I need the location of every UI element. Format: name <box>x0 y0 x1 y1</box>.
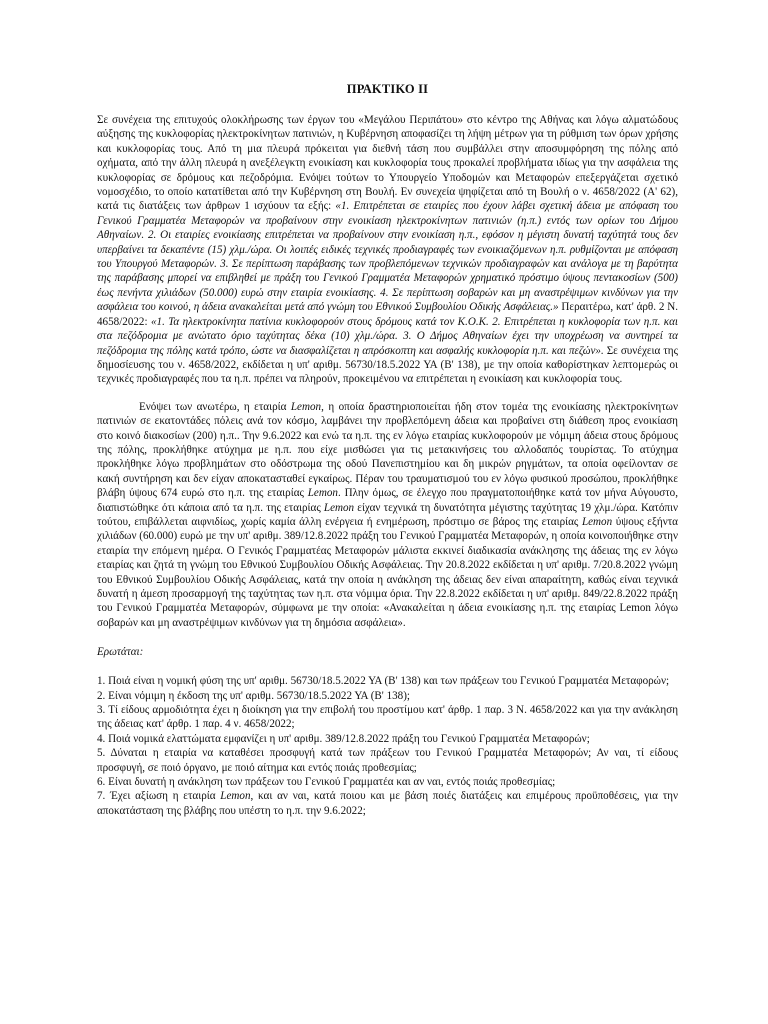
text-run: Ενόψει των ανωτέρω, η εταιρία <box>139 400 291 413</box>
question-item <box>97 746 678 775</box>
italic-text-run: «1. Επιτρέπεται σε εταιρίες που έχουν λάβει σχετική άδεια με απόφαση του Γενικού Γραμματέα Μεταφορών να προβαίνουν στην ενοικίαση ηλεκτροκίνητων πατινιών (η.π.) εντός των ορίων του Δήμου Αθηναίων. 2. Οι εταιρίες ενοικίασης επιτρέπεται να προβαίνουν στην ενοικίαση η.π., εφόσον η μέγιστη δυνατή ταχύτητά τους δεν υπερβαίνει τα δεκαπέντε (15) χλμ./ώρα. Οι λοιπές ειδικές τεχνικές προδιαγραφές των ενοικιαζόμενων η.π. ρυθμίζονται με απόφαση του Υπουργού Μεταφορών. 3. Σε περίπτωση παράβασης των προβλεπόμενων τεχνικών προδιαγραφών και ανάλογα με τη βαρύτητα της παράβασης μπορεί να επιβληθεί με πράξη του Γενικού Γραμματέα Μεταφορών χρηματικό πρόστιμο ύψους πεντακοσίων (500) έως πενήντα χιλιάδων (50.000) ευρώ στην εταιρία ενοικίασης. 4. Σε περίπτωση σοβαρών και μη αναστρέψιμων κινδύνων για την ασφάλεια του κοινού, η άδεια ανακαλείται μετά από γνώμη του Εθνικού Συμβουλίου Οδικής Ασφάλειας.» <box>97 200 679 314</box>
italic-text-run: Lemon <box>307 487 338 500</box>
question-item <box>97 703 678 732</box>
text-run: Περαιτέρω, κατ' άρθ. 2 Ν. 4658/2022: <box>97 301 678 328</box>
text-run: Σε συνέχεια της δημοσίευσης του ν. 4658/2022, εκδίδεται η υπ' αριθμ. 56730/18.5.2022 ΥΑ (Β' 138), με την οποία καθορίστηκαν λεπτομερώς οι τεχνικές προδιαγραφές που τα η.π. πρέπει να πληρούν, προκειμένου να επιτρέπεται η ενοικίαση και κυκλοφορία τους. <box>97 344 678 386</box>
text-run: , και αν ναι, κατά ποιου και με βάση ποιές διατάξεις και επιμέρους προϋποθέσεις, για την αποκατάσταση της βλάβης που υπέστη το η.π. την 9.6.2022; <box>97 790 678 817</box>
question-item <box>97 775 678 789</box>
paragraph-facts <box>97 400 678 631</box>
text-run: 7. Έχει αξίωση η εταιρία <box>97 790 221 803</box>
text-run: είχαν τεχνικά τη δυνατότητα μέγιστης ταχύτητας 19 χλμ./ώρα. Κατόπιν τούτου, επιβάλλεται αιφνιδίως, χωρίς καμία άλλη ενέργεια ή ενημέρωση, πρόστιμο σε βάρος της εταιρίας <box>97 501 678 528</box>
text-run: , η οποία δραστηριοποιείται ήδη στον τομέα της ενοικίασης ηλεκτροκίνητων πατινιών σε εκατοντάδες πόλεις ανά τον κόσμο, λαμβάνει την προβλεπόμενη άδεια και προβαίνει στη διάθεση προς ενοικίαση στο κοινό διακοσίων (200) η.π.. Την 9.6.2022 και ενώ τα η.π. της εν λόγω εταιρίας κυκλοφορούν με νόμιμη άδεια στους δρόμους της πόλης, προκλήθηκε ατύχημα με η.π. που είχε μισθώσει για τις μετακινήσεις του αλλοδαπός τουρίστας. Το ατύχημα προκλήθηκε λόγω προβλημάτων στο οδόστρωμα της οδού Πανεπιστημίου και δη μικρών ρηγμάτων, τα οποία οφείλονταν σε κακή συντήρηση και δεν είχαν αποκατασταθεί εγκαίρως. Πέραν του τραυματισμού του εν λόγω φυσικού προσώπου, προκλήθηκε βλάβη ύψους 674 ευρώ στο η.π. της εταιρίας <box>97 400 678 500</box>
paragraph-intro <box>97 113 678 387</box>
italic-text-run: Lemon <box>290 400 322 413</box>
text-run: . Πλην όμως, σε έλεγχο που πραγματοποιήθηκε κατά τον μήνα Αύγουστο, διαπιστώθηκε ότι κάποια από τα η.π. της εταιρίας <box>97 487 678 514</box>
text-run: 5. Δύναται η εταιρία να καταθέσει προσφυγή κατά των πράξεων του Γενικού Γραμματέα Μεταφορών; Αν ναι, τί είδους προσφυγή, σε ποιό όργανο, με ποιό αίτημα και εντός ποιάς προθεσμίας; <box>97 747 678 774</box>
text-run: 3. Τί είδους αρμοδιότητα έχει η διοίκηση για την επιβολή του προστίμου κατ' άρθρ. 1 παρ. 3 Ν. 4658/2022 και για την ανάκληση της άδειας κατ' άρθρ. 1 παρ. 4 ν. 4658/2022; <box>97 704 678 731</box>
text-run: 1. Ποιά είναι η νομική φύση της υπ' αριθμ. 56730/18.5.2022 ΥΑ (Β' 138) και των πράξεων του Γενικού Γραμματέα Μεταφορών; <box>97 675 670 688</box>
italic-text-run: Lemon <box>220 790 251 803</box>
question-item <box>97 689 678 703</box>
document-title: ΠΡΑΚΤΙΚΟ ΙΙ <box>346 82 429 96</box>
italic-text-run: «1. Τα ηλεκτροκίνητα πατίνια κυκλοφορούν στους δρόμους κατά τον Κ.Ο.Κ. 2. Επιτρέπεται η κυκλοφορία των η.π. και στα πεζόδρομια με ανώτατο όριο ταχύτητας δέκα (10) χλμ./ώρα. 3. Ο Δήμος Αθηναίων έχει την υποχρέωση να συντηρεί τα πεζόδρομια της πόλης κατά τρόπο, ώστε να διασφαλίζεται η απρόσκοπτη και ασφαλής κυκλοφορία η.π. και πεζών». <box>97 315 678 357</box>
question-item <box>97 789 678 818</box>
questions-list <box>97 674 678 818</box>
question-item <box>97 674 678 688</box>
italic-text-run: Lemon <box>323 501 355 514</box>
text-run: 2. Είναι νόμιμη η έκδοση της υπ' αριθμ. 56730/18.5.2022 ΥΑ (Β' 138); <box>97 689 411 702</box>
question-item <box>97 732 678 746</box>
questions-heading: Ερωτάται: <box>97 646 144 659</box>
text-run: Σε συνέχεια της επιτυχούς ολοκλήρωσης των έργων του «Μεγάλου Περιπάτου» στο κέντρο της Αθήνας και λόγω αλματώδους αύξησης της κυκλοφορίας ηλεκτροκίνητων πατινιών, η Κυβέρνηση αποφασίζει τη λήψη μέτρων για τη ρύθμιση των όρων χρήσης και κυκλοφορίας τους. Από τη μια πλευρά πρόκειται για διεθνή τάση που συμβάλλει στην αποσυμφόρηση της πόλης από οχήματα, από την άλλη πλευρά η ανεξέλεγκτη ενοικίαση και κυκλοφορία τους προκαλεί προβλήματα ιδίως για την ασφάλεια της κυκλοφορίας σε δρόμους και πεζοδρόμια. Ενόψει τούτων το Υπουργείο Υποδομών και Μεταφορών επεξεργάζεται σχετικό νομοσχέδιο, το οποίο κατατίθεται από την Κυβέρνηση στη Βουλή. Εν συνεχεία ψηφίζεται από τη Βουλή ο ν. 4658/2022 (Α' 62), κατά τις διατάξεις των άρθρων 1 ισχύουν τα εξής: <box>97 114 678 213</box>
text-run: 6. Είναι δυνατή η ανάκληση των πράξεων του Γενικού Γραμματέα και αν ναι, εντός ποιάς προθεσμίας; <box>97 776 556 789</box>
text-run: ύψους εξήντα χιλιάδων (60.000) ευρώ με την υπ' αριθμ. 389/12.8.2022 πράξη του Γενικού Γραμματέα Μεταφορών, η οποία κοινοποιήθηκε στην εταιρία την επόμενη ημέρα. Ο Γενικός Γραμματέας Μεταφορών μάλιστα εκκινεί διαδικασία ανάκλησης της άδειας της εν λόγω εταιρίας και ζητά τη γνώμη του Εθνικού Συμβουλίου Οδικής Ασφάλειας. Την 20.8.2022 εκδίδεται η υπ' αριθμ. 7/20.8.2022 γνώμη του Εθνικού Συμβουλίου Οδικής Ασφάλειας, κατά την οποία η ανάκληση της άδειας δεν είναι απαραίτητη, καθώς είναι τεχνικά δυνατή η άμεση προσαρμογή της ταχύτητας των η.π. στα νόμιμα όρια. Την 22.8.2022 εκδίδεται η υπ' αριθμ. 849/22.8.2022 πράξη του Γενικού Γραμματέα Μεταφορών, σύμφωνα με την οποία: «Ανακαλείται η άδεια ενοικίασης η.π. της εταιρίας Lemon λόγω σοβαρών και μη αναστρέψιμων κινδύνων για τη δημόσια ασφάλεια». <box>97 515 678 629</box>
italic-text-run: Lemon <box>581 515 613 528</box>
text-run: 4. Ποιά νομικά ελαττώματα εμφανίζει η υπ' αριθμ. 389/12.8.2022 πράξη του Γενικού Γραμματέα Μεταφορών; <box>97 732 590 745</box>
